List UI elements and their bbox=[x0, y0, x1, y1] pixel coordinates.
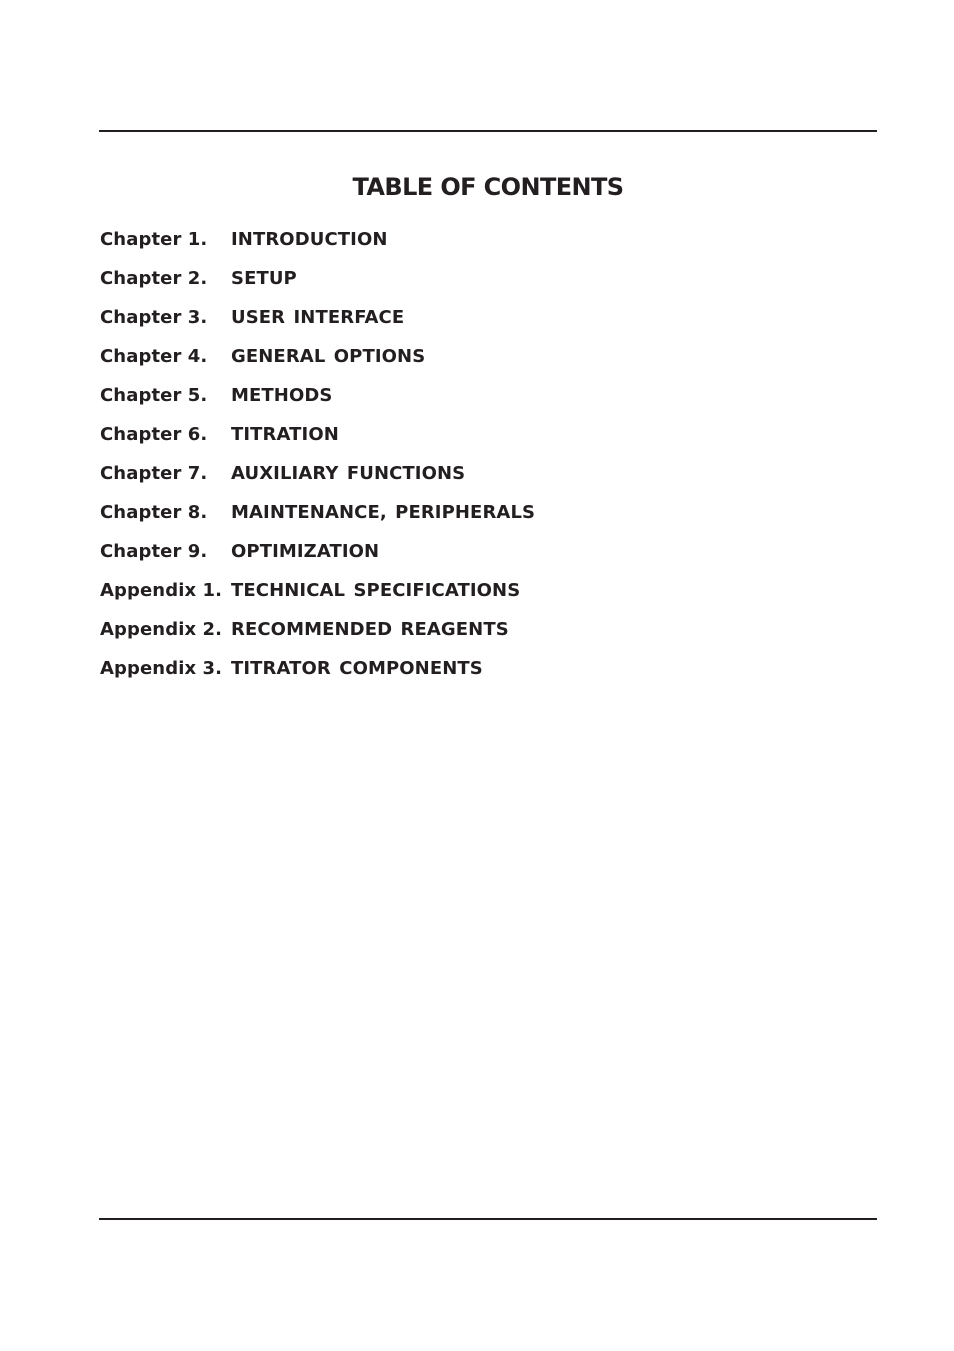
toc-entry-number: Chapter 1. bbox=[100, 229, 208, 250]
toc-entry-chapter-6[interactable] bbox=[100, 423, 860, 462]
top-divider bbox=[99, 130, 877, 132]
toc-entry-chapter-9[interactable] bbox=[100, 540, 860, 579]
page-title: TABLE OF CONTENTS bbox=[352, 173, 624, 202]
toc-entry-number: Chapter 3. bbox=[100, 307, 208, 328]
toc-entry-title: OPTIMIZATION bbox=[231, 541, 380, 562]
toc-entry-title: SETUP bbox=[231, 268, 297, 289]
toc-entry-title: USER INTERFACE bbox=[231, 307, 405, 328]
toc-entry-title: GENERAL OPTIONS bbox=[231, 346, 426, 367]
toc-entry-number: Chapter 4. bbox=[100, 346, 208, 367]
toc-entry-number: Chapter 6. bbox=[100, 424, 208, 445]
toc-entry-appendix-3[interactable] bbox=[100, 657, 860, 696]
toc-entry-title: TECHNICAL SPECIFICATIONS bbox=[231, 580, 521, 601]
toc-entry-title: RECOMMENDED REAGENTS bbox=[231, 619, 509, 640]
toc-entry-chapter-1[interactable] bbox=[100, 228, 860, 267]
toc-entry-title: AUXILIARY FUNCTIONS bbox=[231, 463, 466, 484]
toc-entry-title: TITRATION bbox=[231, 424, 339, 445]
toc-entry-title: METHODS bbox=[231, 385, 333, 406]
toc-entry-chapter-4[interactable] bbox=[100, 345, 860, 384]
toc-entry-chapter-8[interactable] bbox=[100, 501, 860, 540]
toc-entry-number: Chapter 5. bbox=[100, 385, 208, 406]
toc-entry-number: Appendix 3. bbox=[100, 658, 223, 679]
toc-entry-title: INTRODUCTION bbox=[231, 229, 388, 250]
bottom-divider bbox=[99, 1218, 877, 1220]
toc-entry-title: TITRATOR COMPONENTS bbox=[231, 658, 483, 679]
toc-entry-chapter-5[interactable] bbox=[100, 384, 860, 423]
toc-entry-chapter-2[interactable] bbox=[100, 267, 860, 306]
toc-entry-number: Chapter 8. bbox=[100, 502, 208, 523]
toc-entry-number: Appendix 2. bbox=[100, 619, 223, 640]
toc-entry-appendix-1[interactable] bbox=[100, 579, 860, 618]
toc-entry-number: Chapter 7. bbox=[100, 463, 208, 484]
toc-entry-number: Appendix 1. bbox=[100, 580, 223, 601]
toc-entry-number: Chapter 9. bbox=[100, 541, 208, 562]
toc-entry-appendix-2[interactable] bbox=[100, 618, 860, 657]
toc-entry-title: MAINTENANCE, PERIPHERALS bbox=[231, 502, 536, 523]
toc-entry-chapter-7[interactable] bbox=[100, 462, 860, 501]
toc-entry-chapter-3[interactable] bbox=[100, 306, 860, 345]
toc-entry-number: Chapter 2. bbox=[100, 268, 208, 289]
table-of-contents bbox=[100, 228, 860, 696]
